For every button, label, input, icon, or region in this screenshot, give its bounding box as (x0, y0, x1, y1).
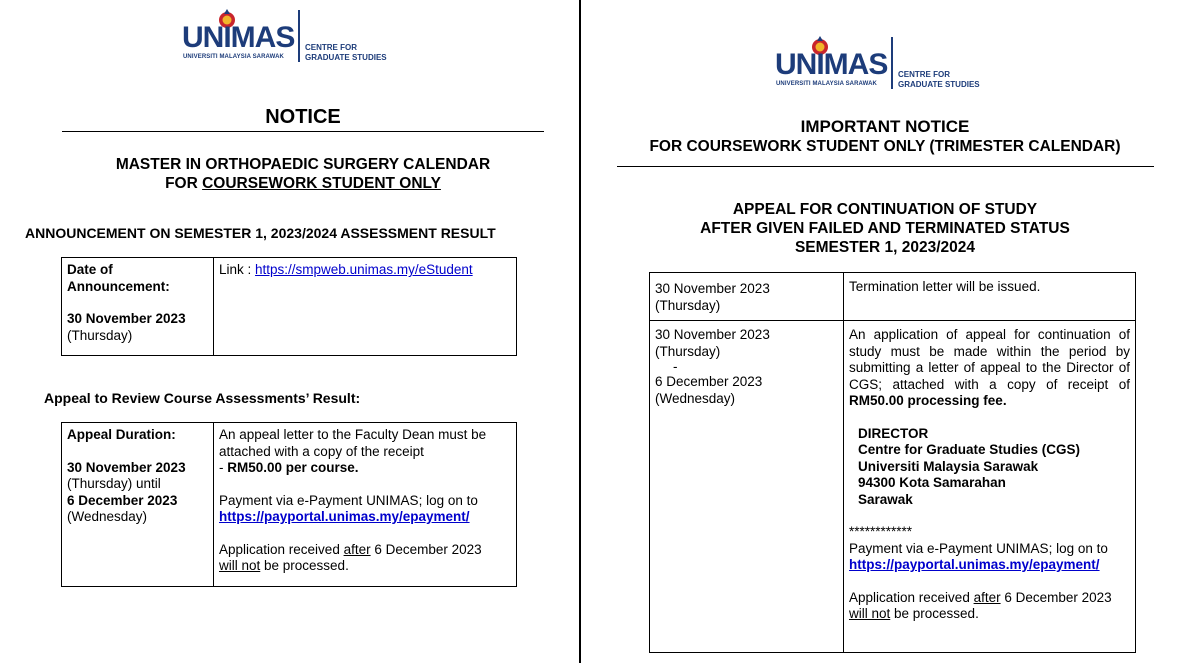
announcement-label-line2: Announcement: (67, 278, 170, 294)
left-title-rule (62, 131, 544, 132)
link-prefix: Link : (219, 262, 256, 277)
unimas-logo-right (775, 35, 985, 91)
address-line3: Universiti Malaysia Sarawak (858, 458, 1039, 474)
row2-text-main: An application of appeal for continuation of study must be made within the period by submitting a letter of appeal to the Director of CGS; attached with a copy of receipt of (849, 327, 1130, 392)
announcement-label-line1: Date of (67, 262, 113, 277)
appeal-start-day: (Thursday) until (67, 476, 161, 491)
row2-end-day: (Wednesday) (655, 390, 736, 406)
row1-text: Termination letter will be issued. (849, 279, 1041, 294)
left-heading (62, 155, 544, 193)
row2-text-cell (844, 321, 1136, 653)
received-after: after (343, 541, 371, 557)
appeal-payment-line: Payment via e-Payment UNIMAS; log on to (219, 492, 478, 508)
logo-unit-line2: GRADUATE STUDIES (898, 80, 980, 89)
will-not: will not (219, 558, 261, 573)
appeal-text-line1: An appeal letter to the Faculty Dean must be (219, 427, 487, 442)
address-line1: DIRECTOR (858, 425, 929, 441)
announcement-day: (Thursday) (67, 327, 133, 343)
received-date: 6 December 2023 (370, 541, 482, 557)
estudent-link[interactable]: https://smpweb.unimas.my/eStudent (255, 262, 473, 277)
row2-text (849, 327, 1130, 410)
appeal-duration-cell (62, 423, 214, 587)
right-subtitle: FOR COURSEWORK STUDENT ONLY (TRIMESTER CALENDAR) (649, 138, 1121, 155)
row2-date-cell (650, 321, 844, 653)
row1-day: (Thursday) (655, 297, 721, 313)
appeal-fee-line (219, 460, 511, 477)
appeal-details-cell (214, 423, 517, 587)
received-prefix: Application received (219, 541, 344, 557)
left-heading-underlined: COURSEWORK STUDENT ONLY (202, 175, 441, 192)
logo-wordmark: UNIMAS (182, 21, 295, 54)
left-heading-line2 (62, 174, 544, 193)
row2-start-date: 30 November 2023 (655, 327, 770, 342)
logo-subtitle: UNIVERSITI MALAYSIA SARAWAK (776, 81, 877, 87)
logo-unit (898, 70, 980, 90)
logo-unit (305, 43, 387, 63)
address-line2: Centre for Graduate Studies (CGS) (858, 442, 1081, 457)
logo-separator (891, 37, 893, 89)
row2-not-processed-line (849, 606, 1130, 623)
appeal-heading: Appeal to Review Course Assessments’ Result: (44, 390, 361, 406)
right-title: IMPORTANT NOTICE (800, 117, 970, 136)
be-processed: be processed. (260, 558, 349, 573)
left-heading-line1: MASTER IN ORTHOPAEDIC SURGERY CALENDAR (115, 156, 491, 173)
left-title: NOTICE (265, 106, 341, 128)
appeal-fee: RM50.00 per course. (227, 460, 359, 475)
continuation-table (649, 272, 1136, 653)
right-heading-line2: AFTER GIVEN FAILED AND TERMINATED STATUS (700, 220, 1070, 237)
appeal-end-day: (Wednesday) (67, 509, 148, 524)
appeal-received-line (219, 542, 511, 559)
appeal-duration-label: Appeal Duration: (67, 427, 176, 442)
announcement-table (61, 257, 517, 356)
appeal-table (61, 422, 517, 587)
payportal-link-left[interactable]: https://payportal.unimas.my/epayment/ (219, 509, 470, 524)
logo-unit-line1: CENTRE FOR (898, 70, 950, 79)
logo-subtitle: UNIVERSITI MALAYSIA SARAWAK (183, 54, 284, 60)
received-prefix: Application received (849, 589, 974, 605)
announcement-label-cell (62, 258, 214, 356)
will-not: will not (849, 606, 891, 621)
left-heading-prefix: FOR (165, 175, 203, 192)
row2-payment-line: Payment via e-Payment UNIMAS; log on to (849, 540, 1108, 556)
row1-date-cell (650, 273, 844, 321)
logo-unit-line1: CENTRE FOR (305, 43, 357, 52)
right-title-rule (617, 166, 1154, 167)
director-address (849, 426, 1130, 509)
appeal-text-line2: attached with a copy of the receipt (219, 443, 424, 459)
row1-text-cell (844, 273, 1136, 321)
be-processed: be processed. (890, 606, 979, 621)
separator-stars: ************ (849, 524, 913, 539)
appeal-start-date: 30 November 2023 (67, 459, 186, 475)
row2-start-day: (Thursday) (655, 343, 721, 359)
payportal-link-right[interactable]: https://payportal.unimas.my/epayment/ (849, 557, 1100, 572)
row1-date: 30 November 2023 (655, 281, 770, 296)
address-line4: 94300 Kota Samarahan (858, 475, 1006, 490)
address-line5: Sarawak (858, 491, 913, 507)
announcement-date: 30 November 2023 (67, 311, 186, 326)
announcement-link-cell (214, 258, 517, 356)
row2-dash: - (673, 359, 678, 374)
announcement-heading: ANNOUNCEMENT ON SEMESTER 1, 2023/2024 ASSESSMENT RESULT (25, 225, 496, 241)
received-date: 6 December 2023 (1000, 589, 1112, 605)
row2-fee: RM50.00 processing fee. (849, 393, 1007, 408)
right-heading-line1: APPEAL FOR CONTINUATION OF STUDY (732, 201, 1038, 218)
right-heading-line3: SEMESTER 1, 2023/2024 (794, 239, 976, 256)
appeal-fee-prefix: - (219, 460, 228, 475)
row2-received-line (849, 590, 1130, 607)
right-heading (617, 200, 1153, 257)
page-divider (579, 0, 581, 663)
logo-unit-line2: GRADUATE STUDIES (305, 53, 387, 62)
received-after: after (973, 589, 1001, 605)
logo-separator (298, 10, 300, 62)
row2-end-date: 6 December 2023 (655, 374, 763, 389)
appeal-end-date: 6 December 2023 (67, 492, 178, 508)
appeal-not-processed-line (219, 558, 511, 575)
logo-wordmark: UNIMAS (775, 48, 888, 81)
unimas-logo-left (182, 8, 392, 64)
